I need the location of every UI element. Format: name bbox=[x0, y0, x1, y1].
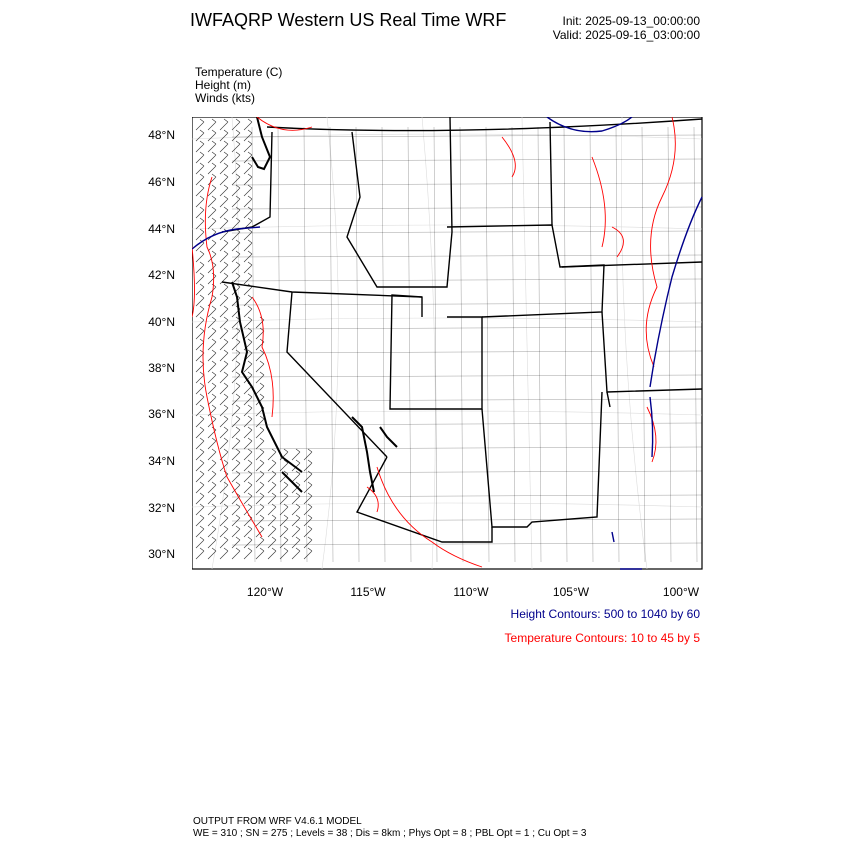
lat-label-32: 32°N bbox=[148, 501, 175, 515]
lat-label-48: 48°N bbox=[148, 128, 175, 142]
lat-label-34: 34°N bbox=[148, 454, 175, 468]
plot-title: IWFAQRP Western US Real Time WRF bbox=[190, 10, 507, 30]
lat-label-44: 44°N bbox=[148, 222, 175, 236]
temperature-contour-note: Temperature Contours: 10 to 45 by 5 bbox=[504, 631, 700, 645]
lon-label-120: 120°W bbox=[246, 585, 284, 599]
lon-label-100: 100°W bbox=[662, 585, 700, 599]
valid-time: Valid: 2025-09-16_03:00:00 bbox=[552, 28, 700, 42]
lat-label-38: 38°N bbox=[148, 361, 175, 375]
field-temperature: Temperature (C) bbox=[195, 65, 283, 79]
lat-label-36: 36°N bbox=[148, 407, 175, 421]
field-height: Height (m) bbox=[195, 78, 252, 92]
lat-label-42: 42°N bbox=[148, 268, 175, 282]
model-info-line2: WE = 310 ; SN = 275 ; Levels = 38 ; Dis = 8km ; Phys Opt = 8 ; PBL Opt = 1 ; Cu Opt = 3 bbox=[193, 828, 587, 839]
model-info-line1: OUTPUT FROM WRF V4.6.1 MODEL bbox=[193, 816, 362, 827]
lat-label-46: 46°N bbox=[148, 175, 175, 189]
lon-label-110: 110°W bbox=[453, 585, 489, 599]
lat-label-40: 40°N bbox=[148, 315, 175, 329]
init-time: Init: 2025-09-13_00:00:00 bbox=[562, 14, 700, 28]
weather-map bbox=[192, 117, 704, 571]
field-winds: Winds (kts) bbox=[195, 91, 255, 105]
lon-label-115: 115°W bbox=[350, 585, 386, 599]
height-contour-note: Height Contours: 500 to 1040 by 60 bbox=[510, 607, 700, 621]
lat-label-30: 30°N bbox=[148, 547, 175, 561]
lon-label-105: 105°W bbox=[552, 585, 590, 599]
